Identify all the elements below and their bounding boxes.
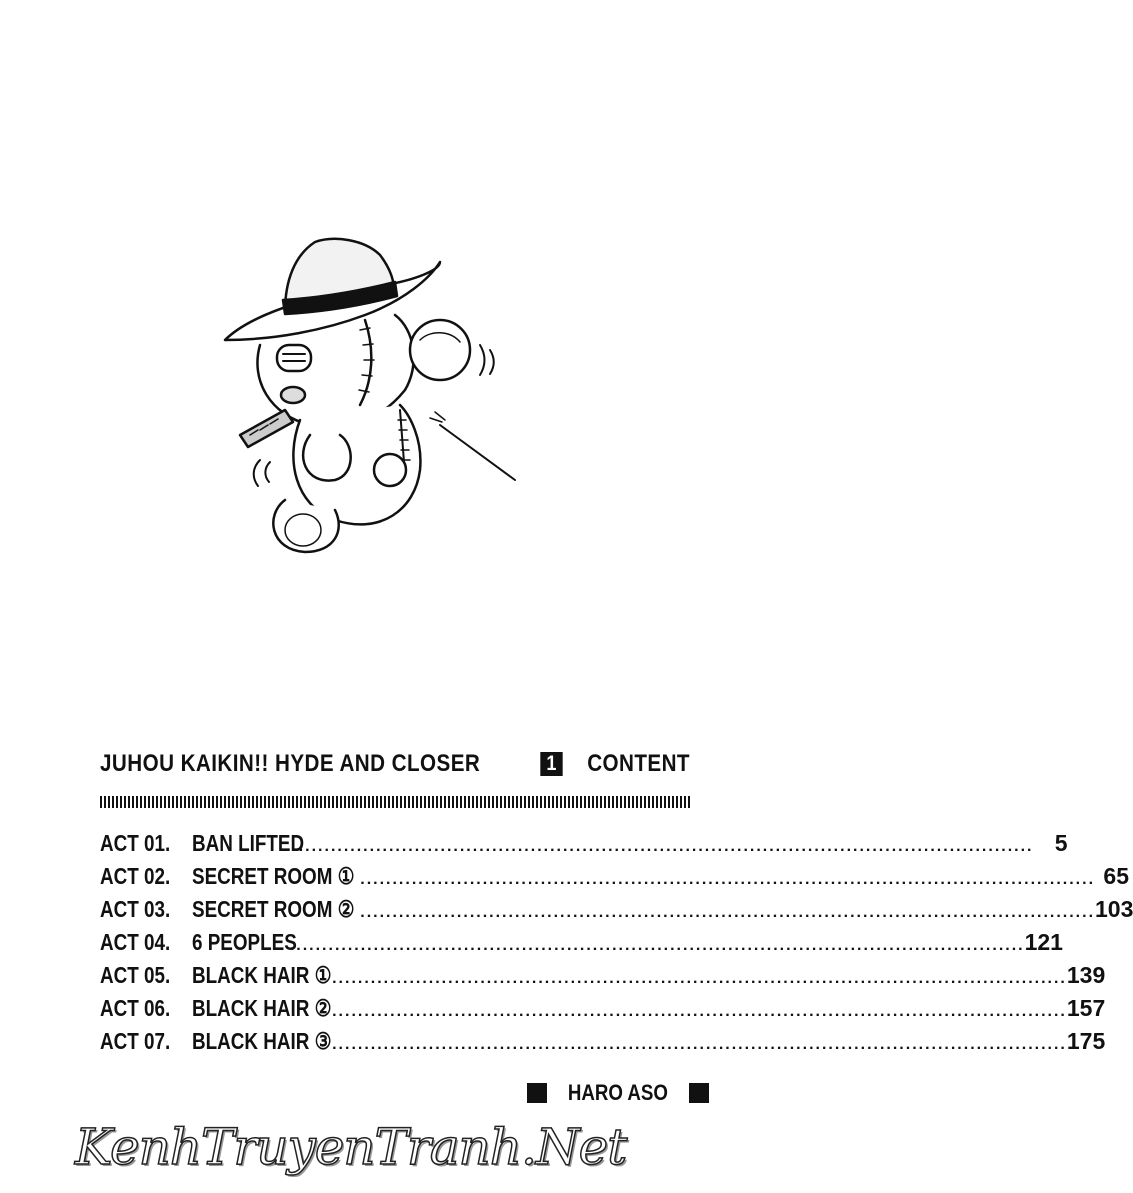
act-title: BLACK HAIR ②	[192, 995, 332, 1021]
square-bullet-icon	[689, 1083, 709, 1103]
toc-row	[100, 896, 1133, 929]
act-number: ACT 04.	[100, 929, 171, 955]
decorative-ruler	[100, 796, 690, 808]
toc-row	[100, 995, 1106, 1028]
page-number: 121	[1024, 929, 1063, 955]
act-number: ACT 03.	[100, 896, 171, 922]
page-number: 65	[1103, 863, 1130, 889]
page-number: 5	[1054, 830, 1068, 856]
dot-leader: ..................................................................................................................	[360, 871, 1096, 888]
page-number: 157	[1066, 995, 1106, 1021]
toc-row	[100, 962, 1106, 995]
act-number: ACT 06.	[100, 995, 171, 1021]
act-number: ACT 01.	[100, 830, 171, 856]
toc-row	[100, 830, 1068, 863]
dot-leader: ..................................................................................................................	[332, 1036, 1067, 1053]
toc-entries	[100, 830, 1133, 1061]
content-label: CONTENT	[587, 750, 690, 777]
author-name: HARO ASO	[567, 1080, 668, 1105]
table-of-contents	[100, 750, 1133, 1061]
dot-leader: ..................................................................................................................	[332, 1003, 1067, 1020]
toc-row	[100, 929, 1063, 962]
toc-row	[100, 1028, 1106, 1061]
toc-row	[100, 863, 1130, 896]
act-title: SECRET ROOM ①	[192, 863, 355, 889]
act-title: SECRET ROOM ②	[192, 896, 355, 922]
dot-leader: ..................................................................................................................	[360, 904, 1096, 921]
act-number: ACT 02.	[100, 863, 171, 889]
toc-header	[100, 750, 690, 778]
act-title: BAN LIFTED	[192, 830, 305, 856]
act-number: ACT 05.	[100, 962, 171, 988]
dot-leader: ..................................................................................................................	[298, 838, 1034, 855]
series-title: JUHOU KAIKIN!! HYDE AND CLOSER	[100, 750, 481, 777]
act-number: ACT 07.	[100, 1028, 171, 1054]
site-watermark: KenhTruyenTranh.Net	[75, 1118, 627, 1176]
act-title: BLACK HAIR ①	[192, 962, 332, 988]
dot-leader: ..................................................................................................................	[289, 937, 1025, 954]
page-number: 139	[1066, 962, 1106, 988]
page-number: 103	[1095, 896, 1133, 922]
dot-leader: ..................................................................................................................	[332, 970, 1067, 987]
author-credit	[527, 1080, 709, 1106]
act-title: BLACK HAIR ③	[192, 1028, 332, 1054]
teddy-bear-illustration	[215, 230, 535, 560]
act-title: 6 PEOPLES	[192, 929, 297, 955]
page-number: 175	[1066, 1028, 1106, 1054]
volume-badge: 1	[540, 752, 562, 776]
square-bullet-icon	[527, 1083, 547, 1103]
